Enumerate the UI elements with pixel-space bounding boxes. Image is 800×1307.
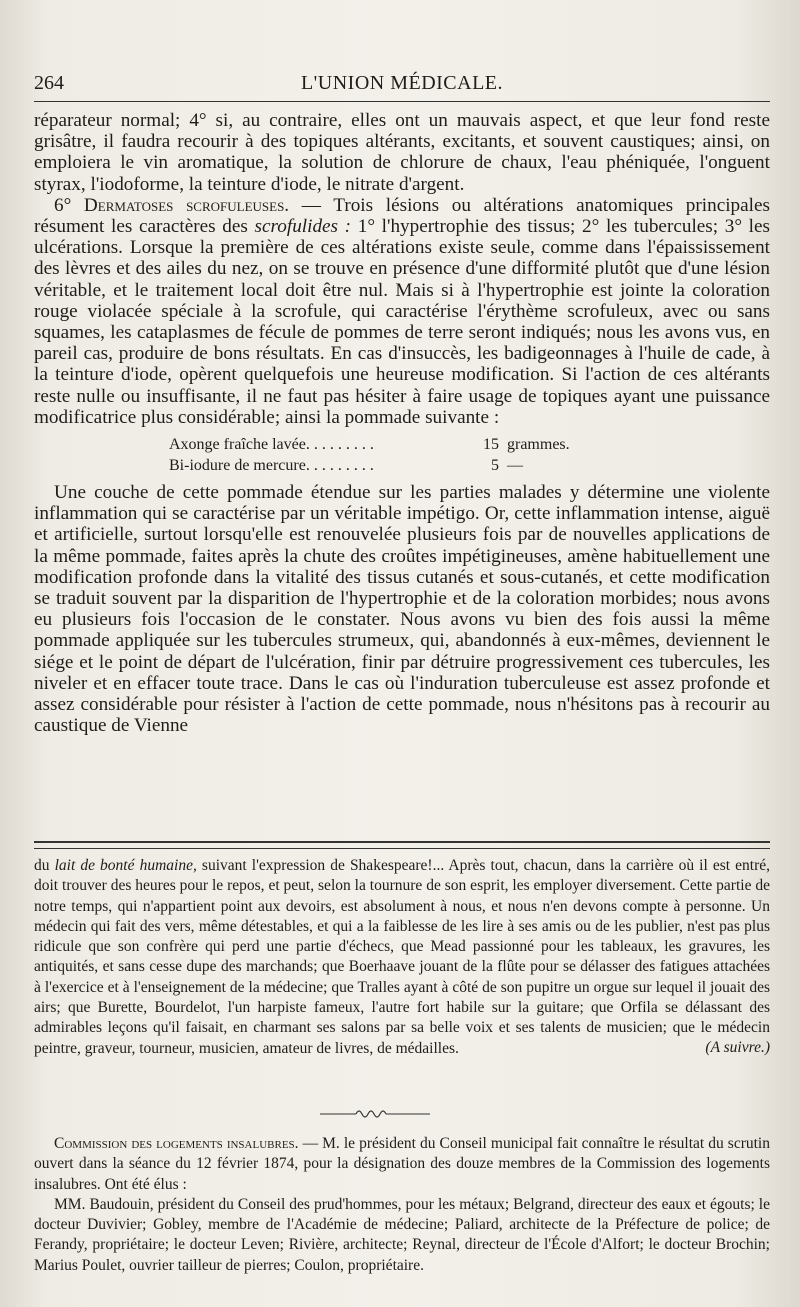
paragraph-3: Une couche de cette pommade étendue sur les parties malades y détermine une violente inflammation qui se caractérise par un véritable impétigo. Or, cette inflammation intense, aiguë et artificielle, surtout lorsqu'elle est renouvelée plusieurs fois par de nouvelles applications de la même pommade, faites après la chute des croûtes impétigineuses, amène habituellement une modification profonde dans la vitalité des tissus cutanés et sous-cutanés, et cette modification se traduit souvent par la disparition de l'hypertrophie et de la coloration morbides; nous avons eu plusieurs fois l'occasion de le constater. Nous avons vu bien des fois aussi la même pommade appliquée sur les tubercules strumeux, qui, abandonnés à eux-mêmes, deviennent le siége et le point de départ de l'ulcération, finir par détruire progressivement ces tubercules, les niveler et en effacer toute trace. Dans le cas où l'induration tuberculeuse est assez profonde et assez considérable pour résister à l'action de cette pommade, nous n'hésitons pas à recourir au caustique de Vienne (34, 482, 770, 737)
italic-term: scrofulides : (254, 216, 352, 238)
feuilleton-lead: du (34, 857, 55, 874)
section-heading: 6° Dermatoses scrofuleuses. (54, 194, 290, 216)
paragraph-text: 1° l'hypertrophie des tissus; 2° les tubercules; 3° les ulcérations. Lorsque la première de ces altérations existe seule, comme dans l'épaississement des lèvres et des ailes du nez, on se trouve en présence d'une difformité plutôt que d'une lésion véritable, et le traitement local doit être nul. Mais si à l'hypertrophie est jointe la coloration rouge violacée spéciale à la scrofule, qui caractérise l'érythème scrofuleux, avec ou sans squames, les cataplasmes de fécule de pommes de terre seront indiqués; nous les avons vus, en pareil cas, produire de bons résultats. En cas d'insuccès, les badigeonnages à l'huile de cade, à la teinture d'iode, opèrent quelquefois une heureuse modification. Si l'action de ces altérants reste nulle ou insuffisante, il ne faut pas hésiter à faire usage de topiques ayant une puissance modificatrice plus considérable; ainsi la pommade suivante : (34, 216, 770, 428)
feuilleton-body: suivant l'expression de Shakespeare!... Après tout, chacun, dans la carrière où il est entré, doit trouver des heures pour le repos, et peut, selon la tournure de son esprit, les employer diversement. Cette partie de notre temps, qui n'appartient point aux devoirs, est absolument à nous, et nous n'en devons compte à personne. Un médecin qui fait des vers, même détestables, et qui a la faiblesse de les lire à ses amis ou de les publier, n'est pas plus ridicule que son confrère qui perd une partie d'échecs, que Mead passionné pour les tableaux, les gravures, les antiquités, et sans cesse dupe des marchands; que Boerhaave jouant de la flûte pour se délasser des fatigues attachées à l'exercice et à l'enseignement de la médecine; que Tralles ayant à côté de son pupitre un orgue sur lequel il jouait des airs; que Burette, Bourdelot, l'un harpiste fameux, l'autre fort habile sur la guitare; que Orfila se délassant des admirables leçons qu'il faisait, en charmant ses salons par sa belle voix et ses talents de musicien; que le médecin peintre, graveur, tourneur, musicien, amateur de livres, de médailles. (34, 857, 770, 1057)
to-be-continued: (A suivre.) (705, 1038, 770, 1056)
journal-title: L'UNION MÉDICALE. (300, 72, 504, 94)
news-paragraph-2: MM. Baudouin, président du Conseil des prud'hommes, pour les métaux; Belgrand, directeur des eaux et égouts; le docteur Duvivier; Gobley, membre de l'Académie de médecine; Paliard, architecte de la Préfecture de police; de Ferandy, propriétaire; le docteur Leven; Rivière, architecte; Reynal, directeur de l'École d'Alfort; le docteur Brochin; Marius Poulet, ouvrier tailleur de pierres; Coulon, propriétaire. (34, 1195, 770, 1274)
main-article (34, 110, 770, 736)
page-header (34, 72, 770, 100)
ingredient-unit: grammes. (507, 436, 570, 454)
feuilleton-text (34, 856, 770, 1059)
page-number: 264 (34, 72, 64, 94)
paragraph-text: — Trois lésions ou altérations anatomiques principales résument les caractères des (34, 194, 770, 238)
ingredient-quantity: 15 (483, 436, 499, 454)
formula-row (169, 455, 770, 476)
paragraph-1: réparateur normal; 4° si, au contraire, elles ont un mauvais aspect, et que leur fond reste grisâtre, il faudra recourir à des topiques altérants, excitants, et souvent caustiques; ainsi, on emploiera le vin aromatique, la solution de chlorure de chaux, l'eau phéniquée, l'onguent styrax, l'iodoforme, la teinture d'iode, le nitrate d'argent. (34, 110, 770, 195)
news-paragraph-1 (34, 1134, 770, 1195)
feuilleton-italic: lait de bonté humaine, (54, 857, 197, 874)
ingredient-name: Axonge fraîche lavée. . . . . . . . . (169, 436, 374, 454)
news-heading: Commission des logements insalubres. (54, 1135, 299, 1152)
ingredient-unit: — (507, 457, 523, 475)
ingredient-name: Bi-iodure de mercure. . . . . . . . . (169, 457, 374, 475)
paragraph-scrofulous-dermatoses (34, 195, 770, 428)
header-rule (34, 101, 770, 102)
ointment-formula (169, 434, 770, 476)
news-body: — M. le président du Conseil municipal fait connaître le résultat du scrutin ouvert dans la séance du 12 février 1874, pour la désignation des douze membres de la Commission des logements insalubres. Ont été élus : (34, 1135, 770, 1193)
feuilleton-separator (34, 841, 770, 849)
formula-row (169, 434, 770, 455)
ornament-divider (320, 1106, 430, 1118)
news-item (34, 1134, 770, 1276)
feuilleton (34, 856, 770, 1059)
ingredient-quantity: 5 (491, 457, 499, 475)
